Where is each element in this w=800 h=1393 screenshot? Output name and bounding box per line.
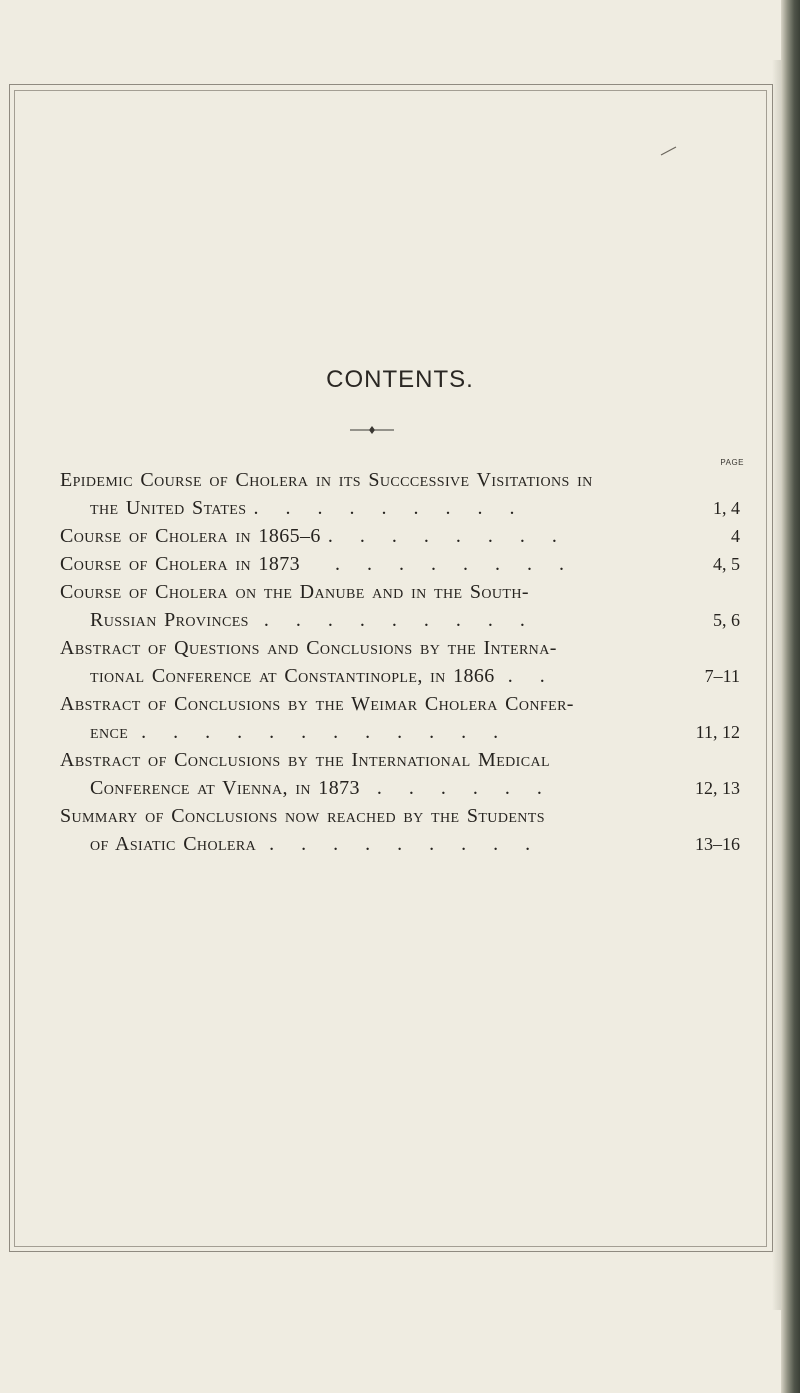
toc-entry-4-line-2	[90, 606, 535, 634]
toc-entry-8-line-1	[60, 802, 545, 830]
toc-entry-1-line-2	[90, 494, 524, 522]
toc-entry-5-line-1	[60, 634, 557, 662]
toc-entry-text: Course of Cholera on the Danube and in the South-	[60, 581, 529, 603]
dot-leader: . . . . . . . . .	[253, 497, 525, 519]
dot-leader: . . . . . .	[376, 777, 552, 799]
toc-entry-6-line-2	[90, 718, 508, 746]
toc-entry-3-pages: 4, 5	[713, 554, 740, 574]
toc-entry-text: of Asiatic Cholera	[90, 833, 257, 855]
dot-leader: . . . . . . . . . . . .	[141, 721, 509, 743]
toc-entry-7-line-2	[90, 774, 552, 802]
dot-leader: . . . . . . . .	[327, 525, 567, 547]
toc-entry-3-line-1	[60, 550, 574, 578]
toc-entry-2-pages: 4	[731, 526, 740, 546]
toc-entry-text: Course of Cholera in 1873	[60, 553, 301, 575]
toc-entry-text: Abstract of Conclusions by the Weimar Cholera Confer-	[60, 693, 574, 715]
toc-entry-text: ence	[90, 721, 129, 743]
toc-entry-2-line-1	[60, 522, 567, 550]
toc-entry-text: Summary of Conclusions now reached by the Students	[60, 805, 545, 827]
toc-entry-4-pages: 5, 6	[713, 610, 740, 630]
toc-entry-text: Conference at Vienna, in 1873	[90, 777, 360, 799]
toc-entry-5-line-2	[90, 662, 555, 690]
toc-entry-text: Abstract of Conclusions by the International Medical	[60, 749, 550, 771]
toc-entry-text: Russian Provinces	[90, 609, 249, 631]
page-column-label: PAGE	[720, 458, 744, 467]
dot-leader: . . . . . . . . .	[263, 609, 535, 631]
toc-entry-8-pages: 13–16	[695, 834, 740, 854]
toc-entry-1-pages: 1, 4	[713, 498, 740, 518]
toc-entry-1-line-1	[60, 466, 593, 494]
toc-entry-text: tional Conference at Constantinople, in 1866	[90, 665, 495, 687]
toc-entry-7-pages: 12, 13	[695, 778, 740, 798]
page-title: CONTENTS.	[326, 366, 474, 393]
toc-entry-text: Course of Cholera in 1865–6	[60, 525, 321, 547]
toc-entry-text: Abstract of Questions and Conclusions by the Interna-	[60, 637, 557, 659]
toc-entry-4-line-1	[60, 578, 529, 606]
dot-leader: . . . . . . . .	[335, 553, 575, 575]
toc-entry-text: Epidemic Course of Cholera in its Succcessive Visitations in	[60, 469, 593, 491]
toc-entry-text: the United States	[90, 497, 247, 519]
toc-entry-7-line-1	[60, 746, 550, 774]
toc-entry-6-line-1	[60, 690, 574, 718]
toc-entry-6-pages: 11, 12	[695, 722, 740, 742]
toc-entry-5-pages: 7–11	[704, 666, 740, 686]
dot-leader: . .	[507, 665, 555, 687]
dot-leader: . . . . . . . . .	[269, 833, 541, 855]
toc-entry-8-line-2	[90, 830, 540, 858]
